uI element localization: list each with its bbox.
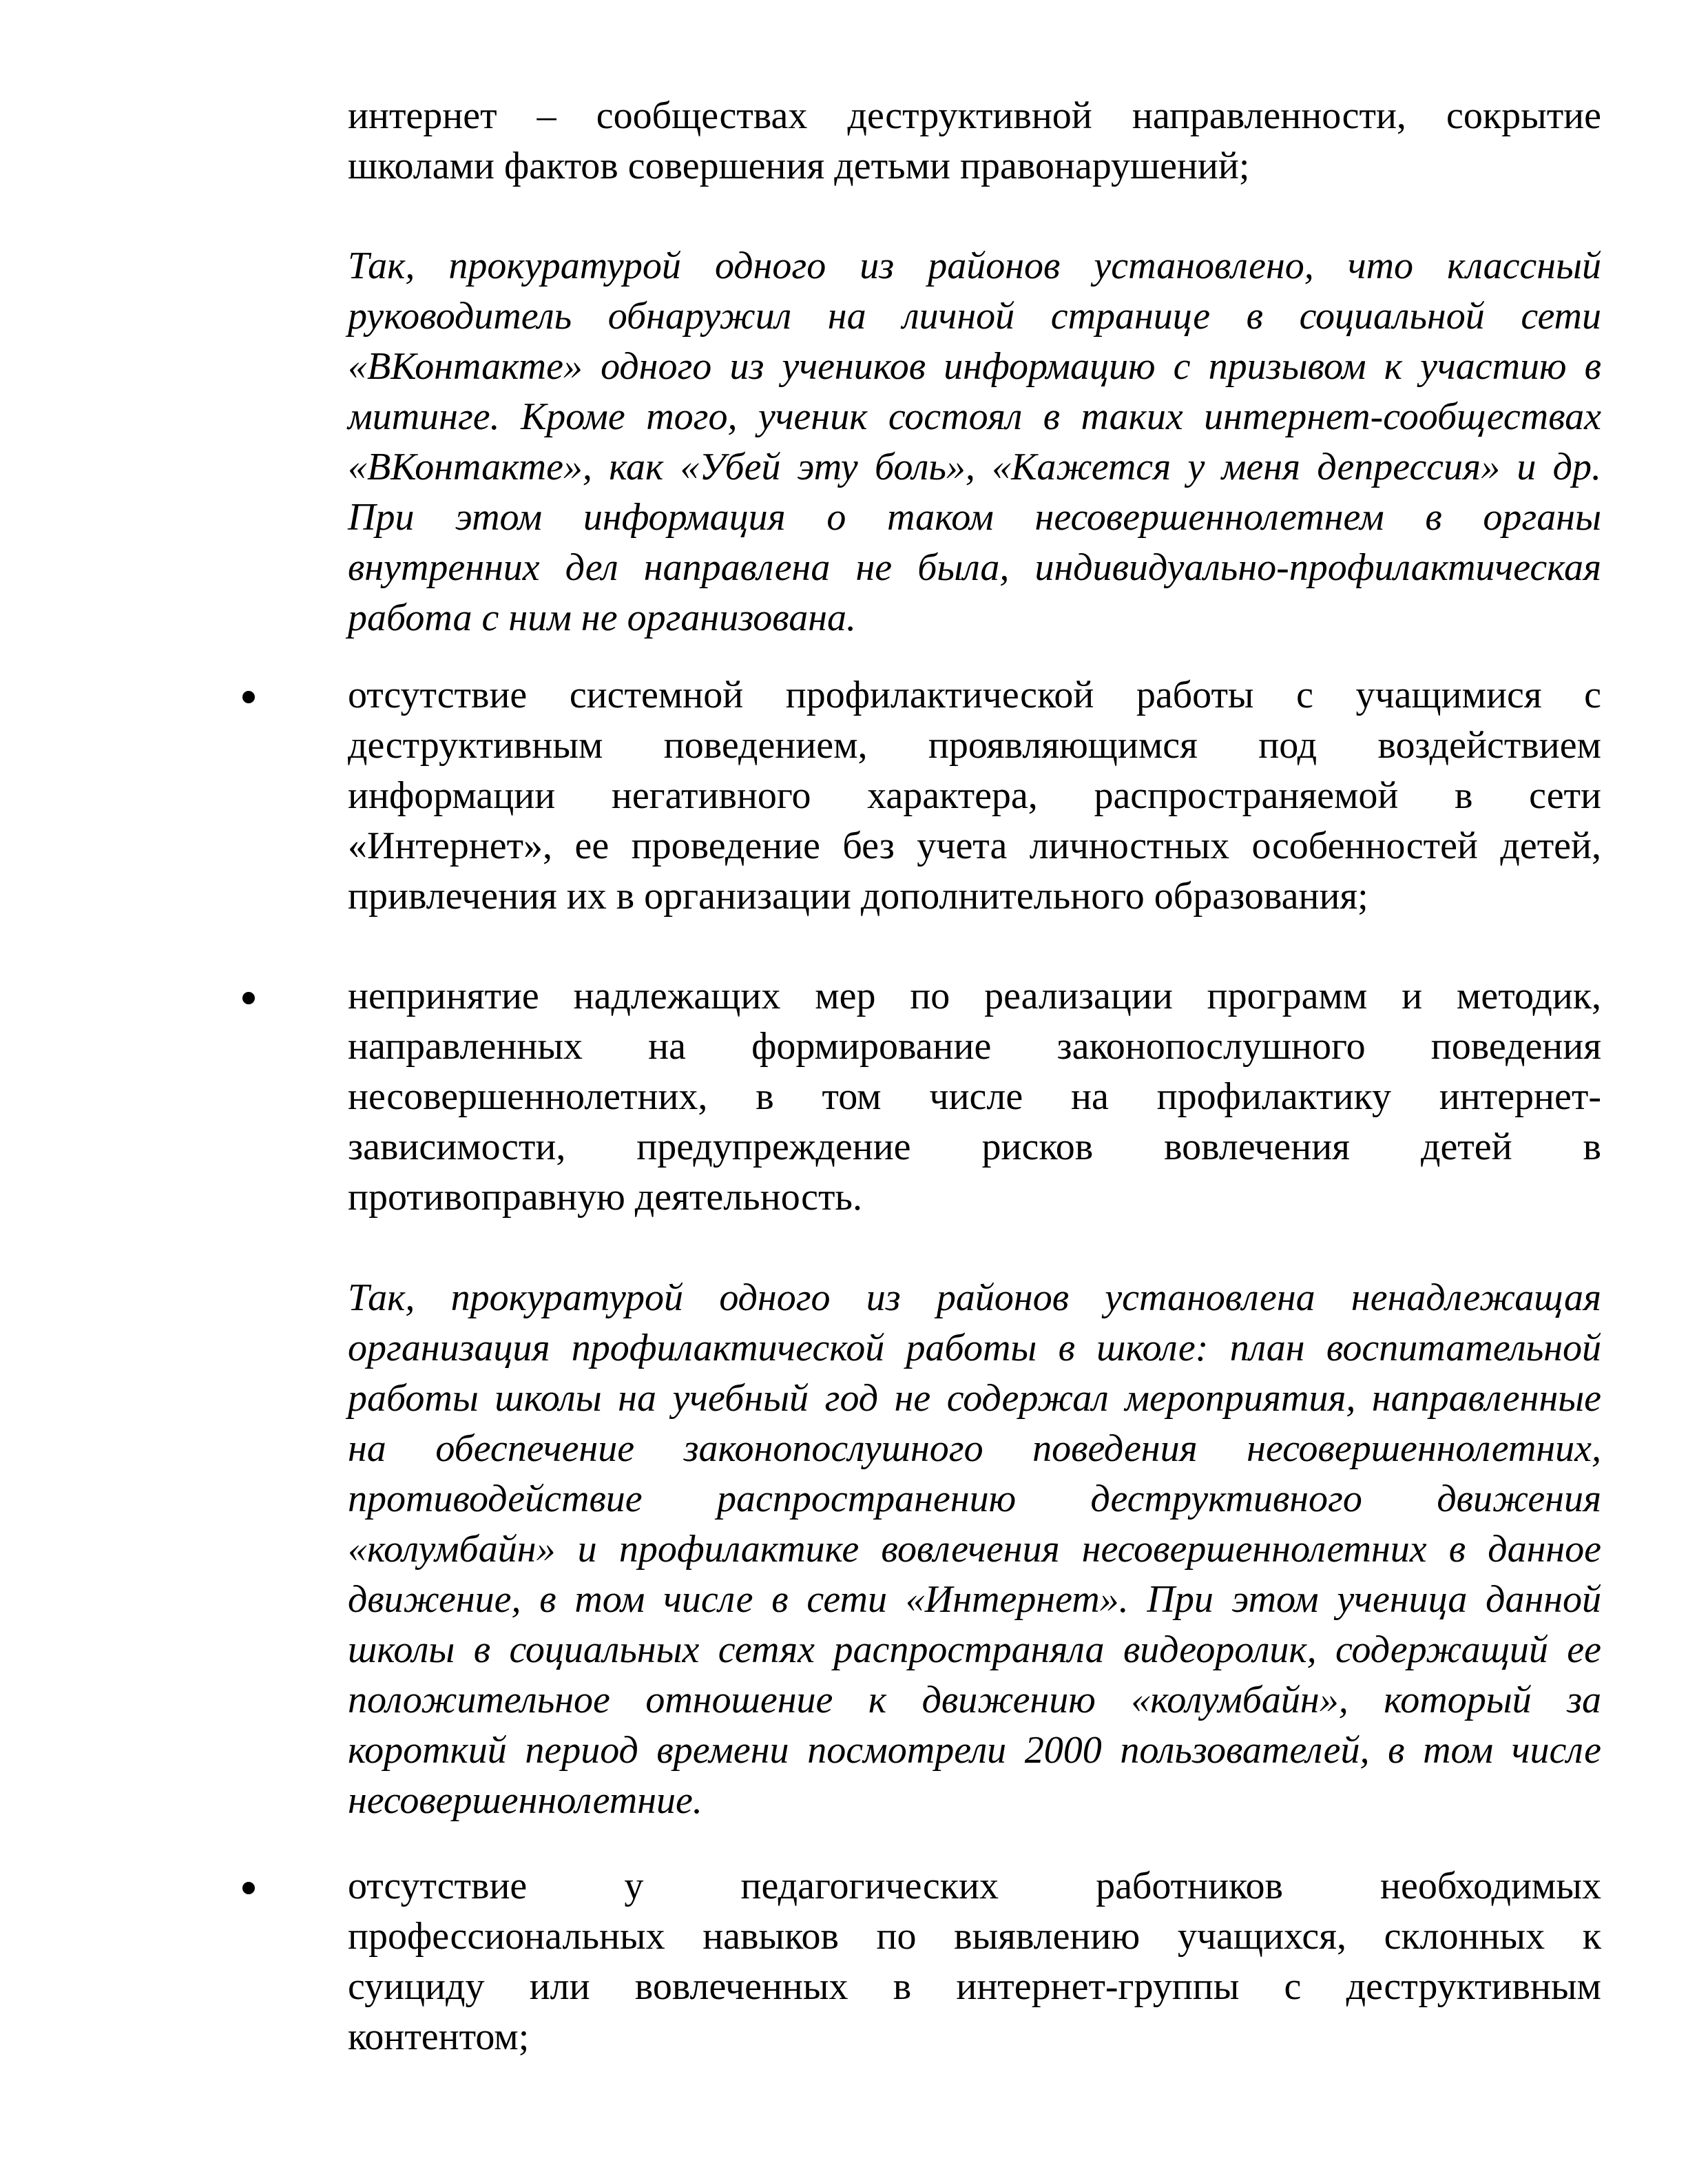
text-line: организация профилактической работы в школе: план воспитательной	[348, 1327, 1601, 1369]
text-line: работа с ним не организована.	[348, 597, 857, 639]
bullet-item-3	[348, 1861, 1601, 2062]
example-paragraph-1	[348, 241, 1601, 643]
text-line: Так, прокуратурой одного из районов установлено, что классный	[348, 245, 1601, 287]
intro-paragraph	[348, 91, 1601, 191]
text-line: школами фактов совершения детьми правонарушений;	[348, 145, 1250, 187]
text-line: отсутствие у педагогических работников необходимых	[348, 1865, 1601, 1907]
text-line: внутренних дел направлена не была, индивидуально-профилактическая	[348, 546, 1601, 589]
text-line: «ВКонтакте» одного из учеников информацию с призывом к участию в	[348, 345, 1601, 388]
text-line: противодействие распространению деструктивного движения	[348, 1478, 1601, 1520]
text-line: отсутствие системной профилактической работы с учащимися с	[348, 674, 1601, 716]
bullet-marker	[242, 1861, 270, 1889]
text-line: короткий период времени посмотрели 2000 пользователей, в том числе	[348, 1729, 1601, 1772]
text-line: на обеспечение законопослушного поведения несовершеннолетних,	[348, 1427, 1601, 1470]
text-line: контентом;	[348, 2016, 530, 2058]
text-line: непринятие надлежащих мер по реализации программ и методик,	[348, 975, 1601, 1017]
text-line: «колумбайн» и профилактике вовлечения несовершеннолетних в данное	[348, 1528, 1601, 1571]
text-line: «Интернет», ее проведение без учета личностных особенностей детей,	[348, 825, 1601, 867]
text-line: школы в социальных сетях распространяла видеоролик, содержащий ее	[348, 1628, 1601, 1671]
text-line: несовершеннолетних, в том числе на профилактику интернет-	[348, 1075, 1601, 1118]
text-line: несовершеннолетние.	[348, 1779, 702, 1822]
text-line: информации негативного характера, распространяемой в сети	[348, 774, 1601, 817]
text-line: руководитель обнаружил на личной странице в социальной сети	[348, 295, 1601, 338]
bullet-item-1	[348, 670, 1601, 922]
text-line: движение, в том числе в сети «Интернет». При этом ученица данной	[348, 1578, 1601, 1621]
bullet-item-2	[348, 971, 1601, 1223]
text-line: При этом информация о таком несовершеннолетнем в органы	[348, 496, 1601, 539]
text-line: Так, прокуратурой одного из районов установлена ненадлежащая	[348, 1276, 1601, 1319]
example-paragraph-2	[348, 1273, 1601, 1826]
text-line: профессиональных навыков по выявлению учащихся, склонных к	[348, 1915, 1601, 1958]
text-line: зависимости, предупреждение рисков вовлечения детей в	[348, 1126, 1601, 1168]
text-line: суициду или вовлеченных в интернет-группы с деструктивным	[348, 1965, 1601, 2008]
text-line: митинге. Кроме того, ученик состоял в таких интернет-сообществах	[348, 395, 1601, 438]
text-line: привлечения их в организации дополнительного образования;	[348, 875, 1368, 918]
text-line: положительное отношение к движению «колумбайн», который за	[348, 1679, 1601, 1721]
text-line: работы школы на учебный год не содержал мероприятия, направленные	[348, 1377, 1601, 1420]
text-line: противоправную деятельность.	[348, 1176, 862, 1219]
text-line: интернет – сообществах деструктивной направленности, сокрытие	[348, 94, 1601, 137]
text-line: направленных на формирование законопослушного поведения	[348, 1025, 1601, 1068]
text-line: деструктивным поведением, проявляющимся под воздействием	[348, 724, 1601, 767]
bullet-marker	[242, 971, 270, 999]
text-line: «ВКонтакте», как «Убей эту боль», «Кажется у меня депрессия» и др.	[348, 446, 1601, 488]
bullet-marker	[242, 670, 270, 698]
